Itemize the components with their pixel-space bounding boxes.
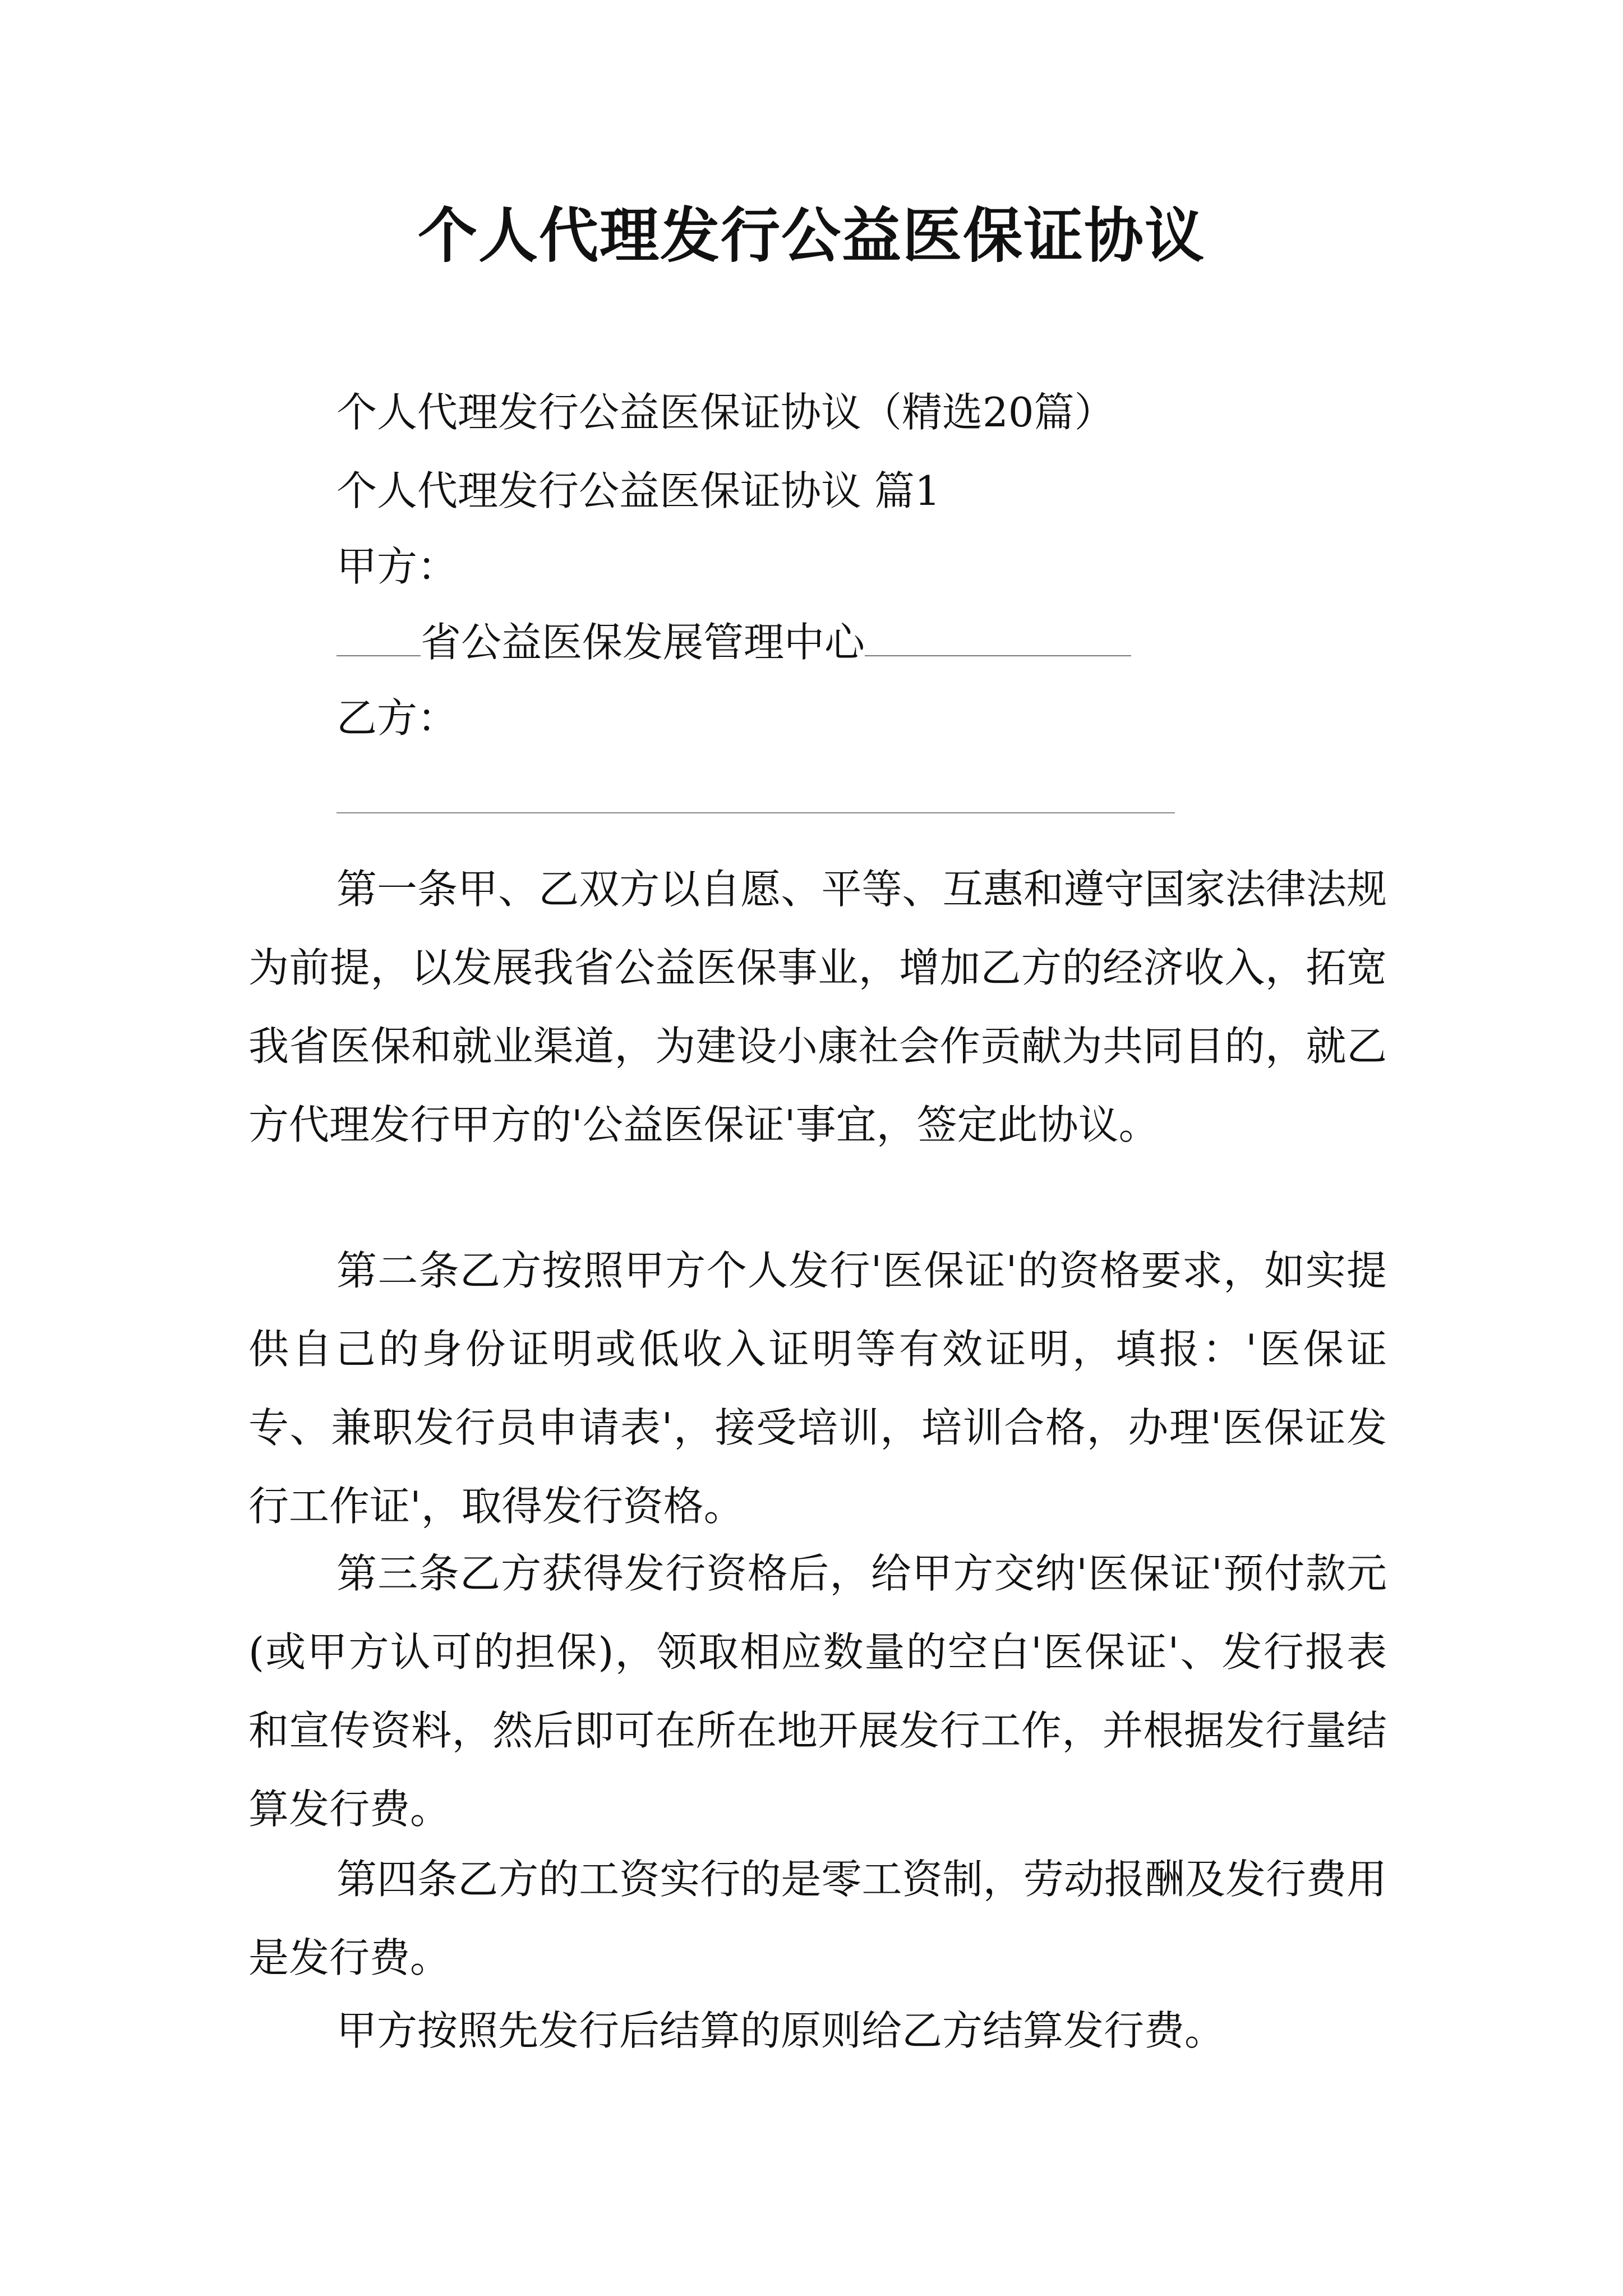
party-a-line xyxy=(336,617,1131,668)
article-2-paragraph: 第二条乙方按照甲方个人发行'医保证'的资格要求，如实提供自己的身份证明或低收入证明等有效证明，填报：'医保证专、兼职发行员申请表'，接受培训，培训合格，办理'医保证发行工作证'，取得发行资格。 xyxy=(248,1247,1387,1530)
article-4-paragraph: 第四条乙方的工资实行的是零工资制，劳动报酬及发行费用是发行费。 xyxy=(248,1856,1387,1981)
party-a-blank-after xyxy=(865,620,1131,656)
document-title: 个人代理发行公益医保证协议 xyxy=(418,200,1205,270)
article-1-paragraph: 第一条甲、乙双方以自愿、平等、互惠和遵守国家法律法规为前提，以发展我省公益医保事业，增加乙方的经济收入，拓宽我省医保和就业渠道，为建设小康社会作贡献为共同目的，就乙方代理发行甲方的'公益医保证'事宜，签定此协议。 xyxy=(248,866,1387,1148)
party-b-signature-line xyxy=(336,812,1175,813)
article-3-paragraph: 第三条乙方获得发行资格后，给甲方交纳'医保证'预付款元(或甲方认可的担保)，领取相应数量的空白'医保证'、发行报表和宣传资料，然后即可在所在地开展发行工作，并根据发行量结算发行费。 xyxy=(248,1550,1387,1833)
document-subtitle: 个人代理发行公益医保证协议（精选20篇） xyxy=(336,389,1115,436)
section-heading: 个人代理发行公益医保证协议 篇1 xyxy=(336,467,940,514)
party-b-label: 乙方： xyxy=(336,694,458,742)
party-a-label: 甲方： xyxy=(336,543,458,590)
party-a-name: 省公益医保发展管理中心 xyxy=(421,619,865,666)
party-a-blank-before xyxy=(336,620,421,656)
settlement-paragraph: 甲方按照先发行后结算的原则给乙方结算发行费。 xyxy=(336,2007,1225,2054)
